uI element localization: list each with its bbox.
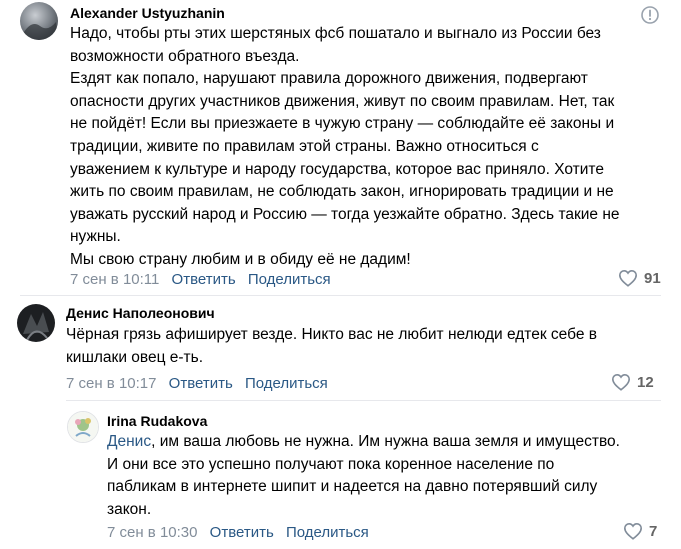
comment-date[interactable]: 7 сен в 10:30 bbox=[107, 524, 198, 541]
comment-meta bbox=[70, 271, 331, 288]
share-button[interactable]: Поделиться bbox=[244, 375, 328, 392]
divider bbox=[20, 295, 661, 296]
comment-meta bbox=[66, 375, 328, 392]
comment-author[interactable]: Денис Наполеонович bbox=[66, 305, 215, 321]
like-button[interactable] bbox=[623, 522, 657, 540]
avatar[interactable] bbox=[17, 304, 55, 342]
comment-reply bbox=[0, 405, 681, 549]
comment-text: Чёрная грязь афиширует везде. Никто вас не любит нелюди едтек себе в кишлаки овец е-ть. bbox=[66, 326, 597, 366]
reply-button[interactable]: Ответить bbox=[171, 271, 236, 288]
divider bbox=[66, 400, 661, 401]
comment-text: Надо, чтобы рты этих шерстяных фсб пошатало и выгнало из России без возможности обратного въезда. Ездят как попало, нарушают правила дорожного движения, подвергают опасности других участников движения, живут по своим правилам. Нет, так не пойдёт! Если вы приезжаете в чужую страну — соблюдайте её законы и традиции, живите по правилам этой страны. Важно относиться с уважением к культуре и народу государства, которое вас приняло. Хотите жить по своим правилам, не соблюдать закон, игнорировать традиции и не уважать русский народ и Россию — тогда уезжайте обратно. Здесь такие не нужны. Мы свою страну любим и в обиду её не дадим! bbox=[70, 25, 620, 268]
reply-button[interactable]: Ответить bbox=[168, 375, 233, 392]
comment-date[interactable]: 7 сен в 10:17 bbox=[66, 375, 157, 392]
share-button[interactable]: Поделиться bbox=[247, 271, 331, 288]
avatar-image bbox=[17, 304, 55, 342]
avatar[interactable] bbox=[20, 2, 58, 40]
like-count: 12 bbox=[637, 373, 654, 391]
comment-author[interactable]: Irina Rudakova bbox=[107, 413, 208, 429]
comment-meta bbox=[107, 524, 369, 541]
share-button[interactable]: Поделиться bbox=[285, 524, 369, 541]
heart-icon bbox=[618, 269, 638, 287]
avatar-image bbox=[68, 412, 98, 442]
like-count: 7 bbox=[649, 522, 658, 540]
more-icon[interactable] bbox=[640, 5, 660, 25]
comment-text-body: , им ваша любовь не нужна. Им нужна ваша земля и имущество. И они все это успешно получают пока коренное население по пабликам в интернете шипит и надеется на давно потерявший силу закон. bbox=[107, 433, 620, 518]
reply-button[interactable]: Ответить bbox=[209, 524, 274, 541]
like-button[interactable] bbox=[611, 373, 654, 391]
mention-link[interactable]: Денис bbox=[107, 433, 152, 450]
heart-icon bbox=[611, 373, 631, 391]
comment-date[interactable]: 7 сен в 10:11 bbox=[70, 271, 160, 288]
comment bbox=[0, 300, 681, 400]
comment-author[interactable]: Alexander Ustyuzhanin bbox=[70, 5, 225, 21]
avatar-image bbox=[20, 2, 58, 40]
like-count: 91 bbox=[644, 269, 661, 287]
like-button[interactable] bbox=[618, 269, 661, 287]
avatar[interactable] bbox=[67, 411, 99, 443]
heart-icon bbox=[623, 522, 643, 540]
comment-text bbox=[107, 431, 667, 521]
